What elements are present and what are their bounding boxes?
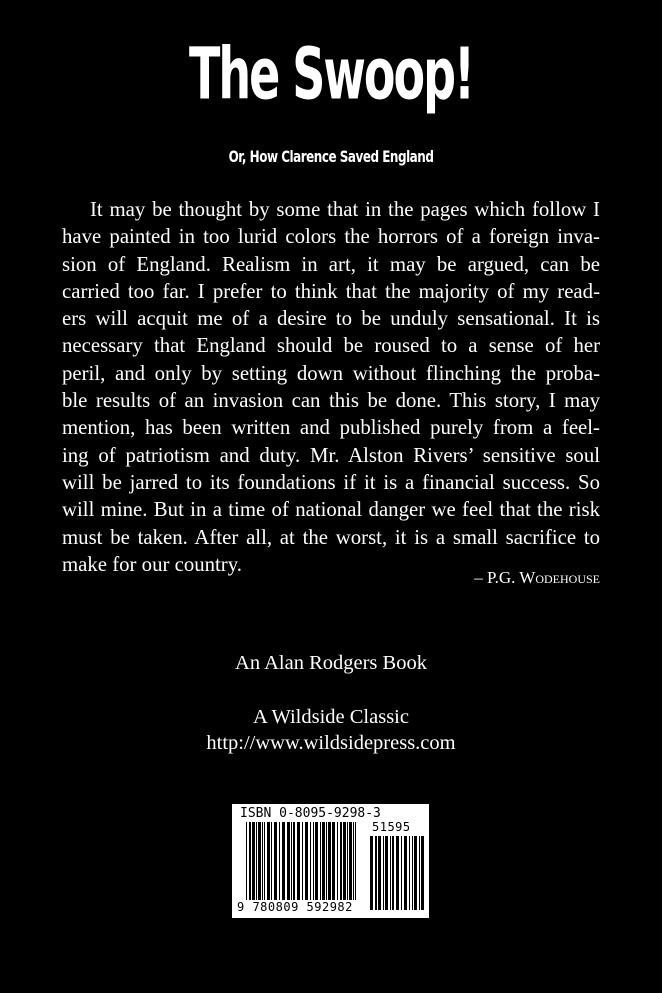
blurb-line: will be jarred to its foundations if it is a financial success. So	[62, 470, 600, 494]
barcode-bar	[343, 822, 346, 900]
book-subtitle: Or, How Clarence Saved England	[228, 147, 434, 166]
barcode-bar	[256, 822, 257, 900]
barcode-bar	[378, 836, 381, 910]
barcode-bar	[404, 836, 407, 910]
barcode-bar	[383, 836, 384, 910]
barcode-bar	[390, 836, 391, 910]
barcode-bar	[353, 822, 354, 900]
barcode-bar	[375, 836, 377, 910]
barcode-bar	[282, 822, 285, 900]
barcode-bar	[291, 822, 292, 900]
blurb-line: must be taken. After all, at the worst, it is a small sacrifice to	[62, 525, 600, 549]
barcode-bar	[355, 822, 356, 900]
barcode-bar	[249, 822, 251, 900]
barcode-bar	[370, 836, 373, 910]
blurb-line: have painted in too lurid colors the horrors of a foreign inva-	[62, 225, 600, 249]
barcode-bar	[409, 836, 410, 910]
barcode-bar	[401, 836, 402, 910]
author-attribution: – P.G. Wodehouse	[474, 568, 600, 587]
barcode-bar	[271, 822, 272, 900]
book-title: The Swoop!	[188, 31, 474, 116]
barcode-bar	[310, 822, 311, 900]
publisher-url: http://www.wildsidepress.com	[206, 732, 456, 754]
barcode-bar	[396, 836, 399, 910]
barcode-bar	[264, 822, 265, 900]
barcode-bar	[305, 822, 308, 900]
barcode-bar	[385, 836, 388, 910]
blurb-line: mention, has been written and published purely from a feel-	[62, 416, 600, 440]
blurb-line: make for our country.	[62, 552, 242, 576]
series-line: An Alan Rodgers Book	[235, 652, 427, 674]
blurb-line: ble results of an invasion can this be done. This story, I may	[62, 389, 600, 413]
blurb-line: sion of England. Realism in art, it may be argued, can be	[62, 252, 600, 276]
barcode-bar	[293, 822, 295, 900]
barcode-bar	[414, 836, 417, 910]
blurb-line: carried too far. I prefer to think that the majority of my read-	[62, 279, 600, 303]
barcode-bar	[274, 822, 277, 900]
blurb-line: peril, and only by setting down without flinching the proba-	[62, 361, 600, 385]
barcode-bar	[315, 822, 318, 900]
barcode-bar	[332, 822, 335, 900]
barcode-bar	[252, 822, 255, 900]
isbn-barcode	[232, 804, 429, 918]
barcode-bar	[262, 822, 263, 900]
ean-digits: 9 780809 592982	[237, 900, 353, 914]
blurb-line: ing of patriotism and duty. Mr. Alston Rivers’ sensitive soul	[62, 443, 600, 467]
barcode-bar	[313, 822, 314, 900]
barcode-bar	[297, 822, 300, 900]
barcode-bar	[246, 822, 247, 900]
blurb-text	[62, 196, 600, 578]
blurb-line: will mine. But in a time of national danger we feel that the risk	[62, 498, 600, 522]
barcode-bar	[421, 836, 424, 910]
barcode-bar	[287, 822, 290, 900]
barcode-bar	[320, 822, 321, 900]
barcode-bar	[419, 836, 420, 910]
barcode-bar	[267, 822, 270, 900]
blurb-line: necessary that England should be roused to a sense of her	[62, 334, 600, 358]
barcode-bar	[326, 822, 327, 900]
isbn-number: ISBN 0-8095-9298-3	[240, 806, 381, 821]
barcode-bar	[328, 822, 331, 900]
barcode-bar	[347, 822, 348, 900]
addon-digits: 51595	[372, 820, 411, 834]
barcode-bar	[392, 836, 394, 910]
barcode-bar	[302, 822, 303, 900]
barcode-bar	[322, 822, 325, 900]
blurb-line: It may be thought by some that in the pages which follow I	[90, 198, 600, 221]
barcode-bar	[337, 822, 338, 900]
imprint-line: A Wildside Classic	[253, 706, 409, 728]
barcode-bar	[412, 836, 413, 910]
barcode-bar	[258, 822, 261, 900]
barcode-bar	[349, 822, 352, 900]
barcode-bar	[279, 822, 280, 900]
blurb-line: ers will acquit me of a desire to be unduly sensational. It is	[62, 307, 600, 331]
barcode-bar	[340, 822, 342, 900]
